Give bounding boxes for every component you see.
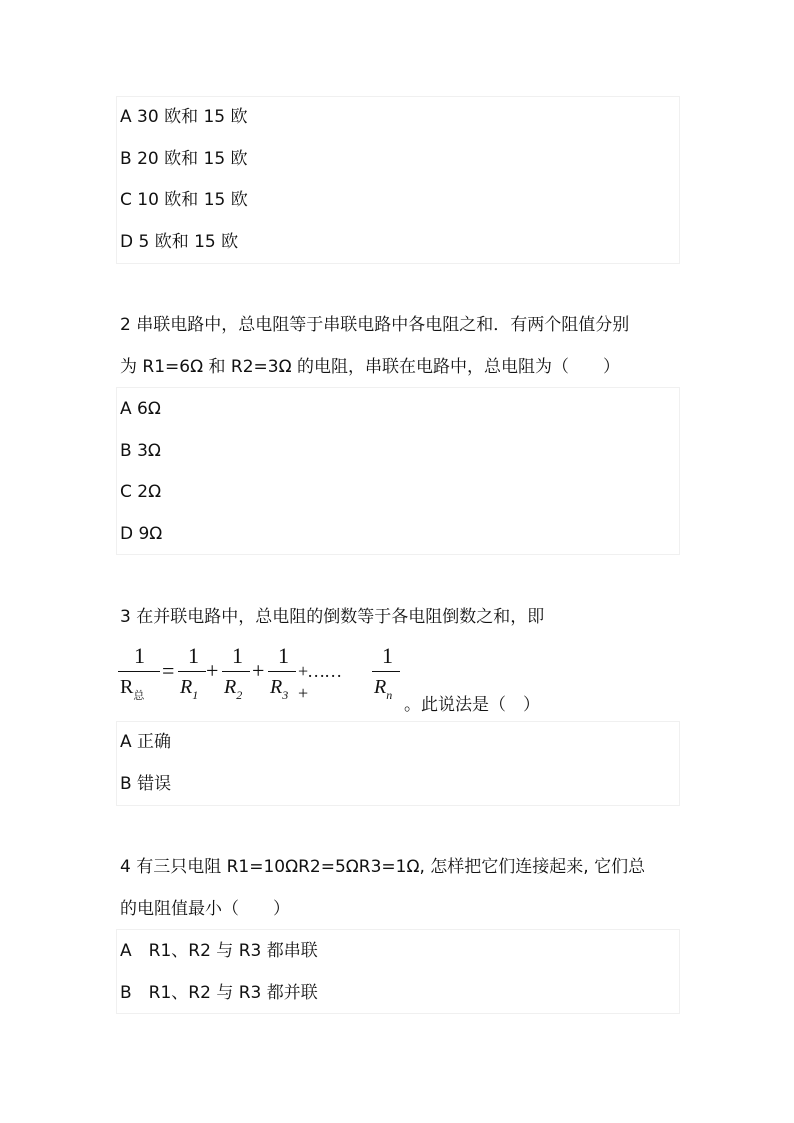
formula-equals: = [162, 658, 175, 683]
q3-option-a: A 正确 [120, 732, 172, 752]
q2-options-box [116, 387, 680, 555]
term-1-numerator: 1 [188, 643, 199, 668]
term-2-bar [222, 671, 250, 672]
q4-stem-line1: 4 有三只电阻 R1=10ΩR2=5ΩR3=1Ω, 怎样把它们连接起来, 它们总 [120, 857, 646, 877]
term-3-denominator: $R_3$ [270, 676, 289, 702]
q2-option-c: C 2Ω [120, 482, 162, 502]
term-n-bar [372, 671, 400, 672]
q4-stem-line2: 的电阻值最小（ ） [120, 899, 290, 919]
q3-option-b: B 错误 [120, 774, 172, 794]
q1-option-a: A 30 欧和 15 欧 [120, 107, 248, 127]
formula-plus-2: + [252, 658, 265, 683]
term-n-numerator: 1 [382, 643, 393, 668]
q3-options-box [116, 721, 680, 806]
term-n-denominator: $R_n$ [374, 676, 393, 702]
term-2-numerator: 1 [232, 643, 243, 668]
term-2-denominator: $R_2$ [224, 676, 243, 702]
q2-stem-line1: 2 串联电路中，总电阻等于串联电路中各电阻之和．有两个阻值分别 [120, 315, 630, 335]
formula-lhs-bar [118, 671, 160, 672]
q3-stem-line1: 3 在并联电路中，总电阻的倒数等于各电阻倒数之和，即 [120, 607, 545, 627]
q1-option-b: B 20 欧和 15 欧 [120, 149, 248, 169]
term-3-numerator: 1 [278, 643, 289, 668]
q2-option-d: D 9Ω [120, 524, 163, 544]
term-3-bar [268, 671, 296, 672]
q1-option-c: C 10 欧和 15 欧 [120, 190, 248, 210]
q4-option-b: B R1、R2 与 R3 都并联 [120, 983, 318, 1003]
q3-stem-tail: 。此说法是（ ） [404, 695, 540, 715]
q2-option-a: A 6Ω [120, 399, 161, 419]
q4-option-a: A R1、R2 与 R3 都串联 [120, 941, 318, 961]
formula-ellipsis: +……+ [298, 661, 342, 703]
q2-option-b: B 3Ω [120, 441, 161, 461]
term-1-bar [178, 671, 206, 672]
formula-lhs-denominator: $R_总$ [120, 676, 145, 702]
term-1-denominator: $R_1$ [180, 676, 199, 702]
q2-stem-line2: 为 R1=6Ω 和 R2=3Ω 的电阻，串联在电路中，总电阻为（ ） [120, 357, 620, 377]
q1-option-d: D 5 欧和 15 欧 [120, 232, 239, 252]
formula-plus-1: + [206, 658, 219, 683]
formula-lhs-numerator: 1 [134, 643, 145, 668]
